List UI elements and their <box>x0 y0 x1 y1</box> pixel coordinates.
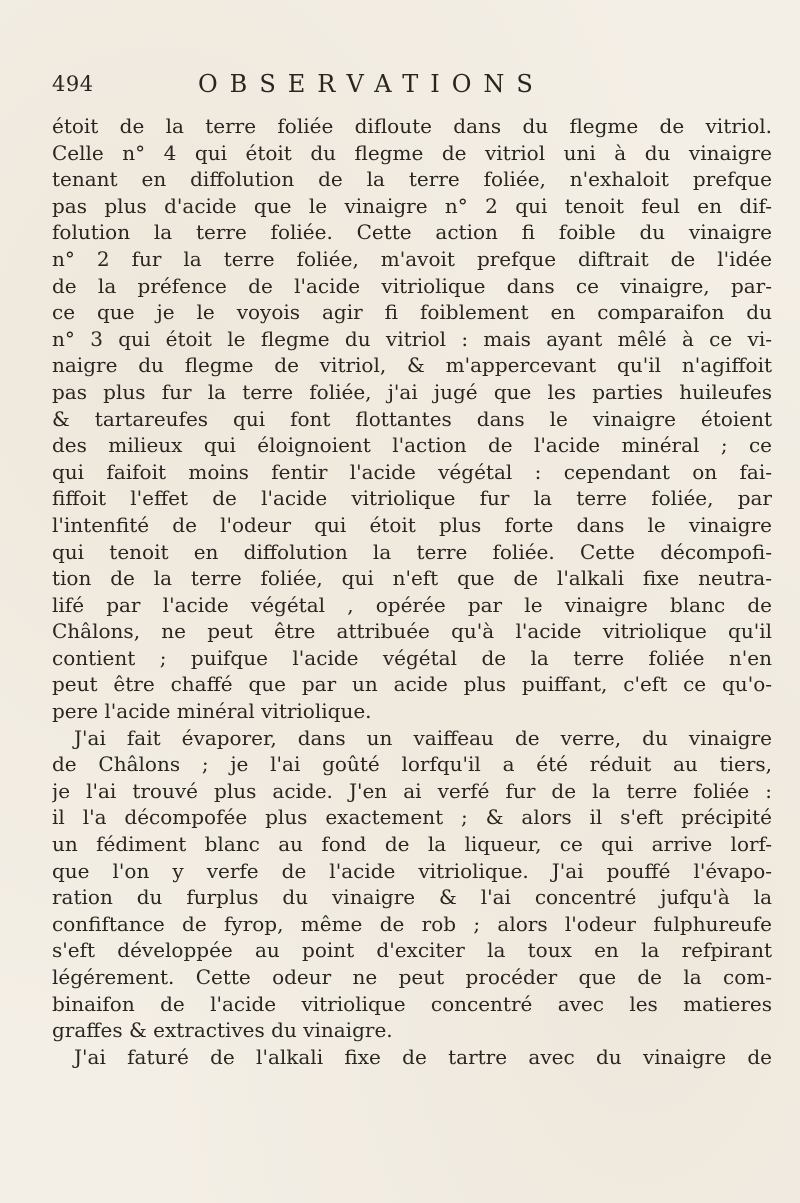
page-header <box>52 70 772 100</box>
text-line: l'intenfité de l'odeur qui étoit plus forte dans le vinaigre <box>52 512 772 537</box>
text-line: que l'on y verfe de l'acide vitriolique. J'ai pouffé l'évapo- <box>52 858 772 883</box>
running-head: OBSERVATIONS <box>198 70 545 98</box>
text-line: qui tenoit en diffolution la terre foliée. Cette décompofi- <box>52 539 772 564</box>
text-line: contient ; puifque l'acide végétal de la terre foliée n'en <box>52 645 772 670</box>
text-line: n° 2 fur la terre foliée, m'avoit prefque diftrait de l'idée <box>52 246 772 271</box>
text-line: de Châlons ; je l'ai goûté lorfqu'il a été réduit au tiers, <box>52 752 772 777</box>
text-line: des milieux qui éloignoient l'action de l'acide minéral ; ce <box>52 433 772 458</box>
text-line: pere l'acide minéral vitriolique. <box>52 699 372 724</box>
text-line: confiftance de fyrop, même de rob ; alors l'odeur fulphureufe <box>52 911 772 936</box>
text-line: fiffoit l'effet de l'acide vitriolique fur la terre foliée, par <box>52 486 772 511</box>
text-line: Châlons, ne peut être attribuée qu'à l'acide vitriolique qu'il <box>52 619 772 644</box>
text-line: lifé par l'acide végétal , opérée par le vinaigre blanc de <box>52 592 772 617</box>
text-line: binaifon de l'acide vitriolique concentré avec les matieres <box>52 991 772 1016</box>
text-line: il l'a décompofée plus exactement ; & alors il s'eft précipité <box>52 805 772 830</box>
text-line: tenant en diffolution de la terre foliée, n'exhaloit prefque <box>52 167 772 192</box>
text-line: s'eft développée au point d'exciter la toux en la refpirant <box>52 938 772 963</box>
text-line: peut être chaffé que par un acide plus puiffant, c'eft ce qu'o- <box>52 672 772 697</box>
text-line: légérement. Cette odeur ne peut procéder que de la com- <box>52 965 772 989</box>
page-number: 494 <box>52 72 94 96</box>
text-line: ration du furplus du vinaigre & l'ai concentré jufqu'à la <box>52 885 772 910</box>
text-line: étoit de la terre foliée difloute dans du flegme de vitriol. <box>52 114 772 138</box>
text-line: J'ai fait évaporer, dans un vaiffeau de verre, du vinaigre <box>74 725 772 750</box>
text-line: pas plus fur la terre foliée, j'ai jugé que les parties huileufes <box>52 379 772 404</box>
text-line: Celle n° 4 qui étoit du flegme de vitriol uni à du vinaigre <box>52 140 772 165</box>
text-line: tion de la terre foliée, qui n'eft que de l'alkali fixe neutra- <box>52 566 772 591</box>
text-line: qui faifoit moins fentir l'acide végétal : cependant on fai- <box>52 459 772 484</box>
text-line: de la préfence de l'acide vitriolique dans ce vinaigre, par- <box>52 273 772 298</box>
text-line: un fédiment blanc au fond de la liqueur, ce qui arrive lorf- <box>52 832 772 857</box>
body-text <box>52 113 772 1070</box>
text-line: J'ai faturé de l'alkali fixe de tartre avec du vinaigre de <box>74 1044 772 1069</box>
text-line: ce que je le voyois agir fi foiblement en comparaifon du <box>52 300 772 325</box>
text-line: & tartareufes qui font flottantes dans le vinaigre étoient <box>52 406 772 431</box>
text-line: n° 3 qui étoit le flegme du vitriol : mais ayant mêlé à ce vi- <box>52 326 772 351</box>
text-line: pas plus d'acide que le vinaigre n° 2 qui tenoit feul en dif- <box>52 193 772 218</box>
text-line: folution la terre foliée. Cette action fi foible du vinaigre <box>52 220 772 245</box>
text-line: graffes & extractives du vinaigre. <box>52 1018 393 1043</box>
text-line: je l'ai trouvé plus acide. J'en ai verfé fur de la terre foliée : <box>52 778 772 803</box>
text-line: naigre du flegme de vitriol, & m'appercevant qu'il n'agiffoit <box>52 353 772 378</box>
